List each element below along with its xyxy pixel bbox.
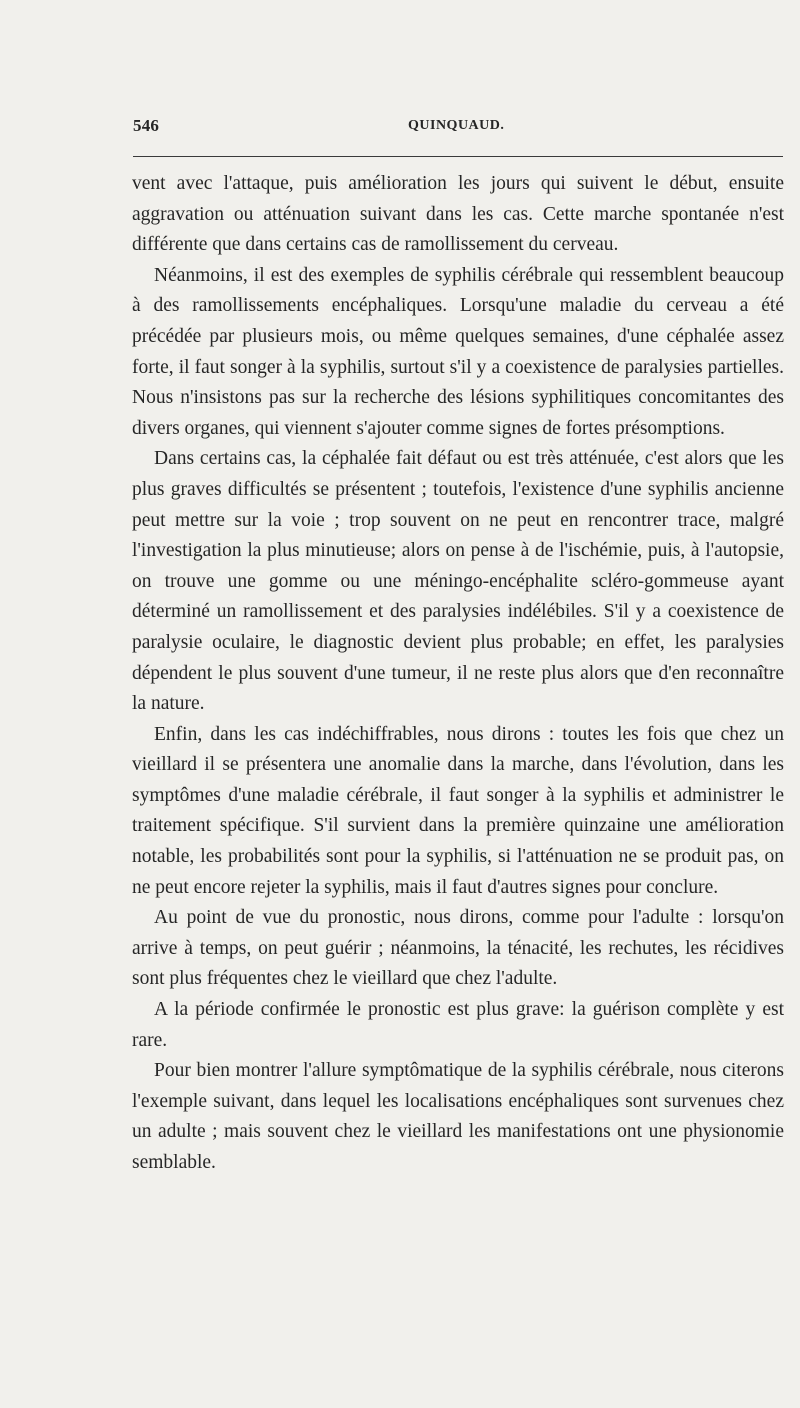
paragraph: Au point de vue du pronostic, nous dirons, comme pour l'adulte : lorsqu'on arrive à temps, on peut guérir ; néanmoins, la ténacité, les rechutes, les récidives sont plus fréquentes chez le vieillard que chez l'adulte.	[132, 907, 784, 990]
page-header	[133, 116, 783, 144]
paragraph: A la période confirmée le pronostic est plus grave: la guérison complète y est rare.	[132, 999, 784, 1051]
header-rule	[133, 156, 783, 157]
paragraph: vent avec l'attaque, puis amélioration les jours qui suivent le début, ensuite aggravation ou atténuation suivant dans les cas. Cette marche spontanée n'est différente que dans certains cas de ramollissement du cerveau.	[132, 173, 784, 256]
paragraph: Néanmoins, il est des exemples de syphilis cérébrale qui ressemblent beaucoup à des ramollissements encéphaliques. Lorsqu'une maladie du cerveau a été précédée par plusieurs mois, ou même quelques semaines, d'une céphalée assez forte, il faut songer à la syphilis, surtout s'il y a coexistence de paralysies partielles. Nous n'insistons pas sur la recherche des lésions syphilitiques concomitantes des divers organes, qui viennent s'ajouter comme signes de fortes présomptions.	[132, 264, 784, 439]
body-text	[132, 169, 784, 1179]
running-head: QUINQUAUD.	[408, 118, 505, 133]
paragraph: Dans certains cas, la céphalée fait défaut ou est très atténuée, c'est alors que les plus graves difficultés se présentent ; toutefois, l'existence d'une syphilis ancienne peut mettre sur la voie ; trop souvent on ne peut en rencontrer trace, malgré l'investigation la plus minutieuse; alors on pense à de l'ischémie, puis, à l'autopsie, on trouve une gomme ou une méningo-encéphalite scléro-gommeuse ayant déterminé un ramollissement et des paralysies indélébiles. S'il y a coexistence de paralysie oculaire, le diagnostic devient plus probable; en effet, les paralysies dépendent le plus souvent d'une tumeur, il ne reste plus alors que d'en reconnaître la nature.	[132, 448, 784, 715]
page-number: 546	[133, 116, 160, 135]
paragraph: Pour bien montrer l'allure symptômatique de la syphilis cérébrale, nous citerons l'exemple suivant, dans lequel les localisations encéphaliques sont survenues chez un adulte ; mais souvent chez le vieillard les manifestations ont une physionomie semblable.	[132, 1060, 784, 1173]
paragraph: Enfin, dans les cas indéchiffrables, nous dirons : toutes les fois que chez un vieillard il se présentera une anomalie dans la marche, dans l'évolution, dans les symptômes d'une maladie cérébrale, il faut songer à la syphilis et administrer le traitement spécifique. S'il survient dans la première quinzaine une amélioration notable, les probabilités sont pour la syphilis, si l'atténuation ne se produit pas, on ne peut encore rejeter la syphilis, mais il faut d'autres signes pour conclure.	[132, 723, 784, 898]
